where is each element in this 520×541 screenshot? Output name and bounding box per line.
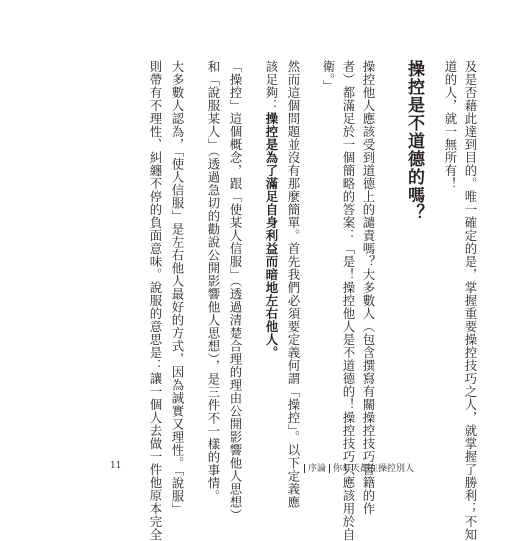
section-heading: 操控是不道德的嗎？ bbox=[404, 60, 424, 222]
text-column: 則帶有不理性、糾纏不停的負面意味。說服的意思是：讓一個人去做一件他原本完全 bbox=[148, 60, 163, 541]
chapter-label: 序論 bbox=[308, 464, 327, 474]
text-column: 者）都滿足於一個簡略的答案：「是！操控他人是不道德的！操控技巧只應該用於自 bbox=[341, 60, 356, 541]
footer-divider bbox=[329, 464, 330, 473]
footer-divider bbox=[304, 464, 305, 473]
text-column: 「操控」這個概念，跟「使某人信服」（透過清楚合理的理由公開影響他人思想） bbox=[228, 60, 243, 522]
text-column: 大多數人認為，「使人信服」是左右他人最好的方式，因為誠實又理性。「說服」 bbox=[170, 60, 185, 516]
text-column: 操控他人應該受到道德上的譴責嗎？大多數人（包含撰寫有關操控技巧書籍的作 bbox=[361, 60, 376, 515]
page-number: 11 bbox=[110, 461, 122, 471]
text-column bbox=[264, 60, 278, 359]
bold-definition: 操控是為了滿足自身利益而暗地左右他人。 bbox=[264, 112, 279, 359]
text-column: 及是否藉此達到目的。唯一確定的是，掌握重要操控技巧之人，就掌握了勝利；不知 bbox=[463, 60, 478, 541]
text-run: 該足夠： bbox=[264, 60, 279, 112]
running-footer bbox=[301, 461, 414, 474]
text-column: 衛。」 bbox=[321, 60, 336, 93]
text-column: 和「說服某人」（透過急切的勸說公開影響他人思想），是三件不一樣的事情。 bbox=[206, 60, 221, 503]
text-column: 然而這個問題並沒有那麼簡單。首先我們必須要定義何謂「操控」。以下定義應 bbox=[286, 60, 301, 509]
chapter-title: 你每天都在操控別人 bbox=[333, 464, 415, 474]
text-column: 道的人，就一無所有！ bbox=[443, 60, 458, 190]
